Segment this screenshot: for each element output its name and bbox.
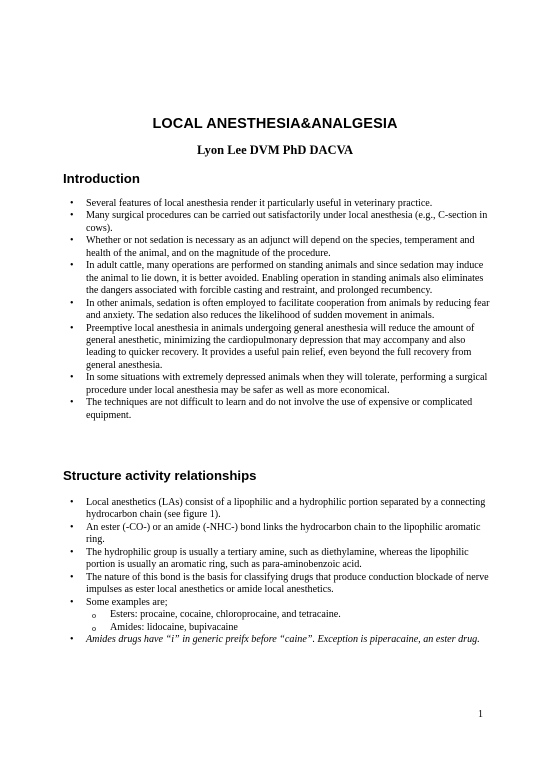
bullet-icon: •	[70, 571, 74, 583]
bullet-icon: •	[70, 260, 74, 272]
circle-bullet-icon: o	[92, 611, 96, 621]
list-item: • Whether or not sedation is necessary as an adjunct will depend on the species, temperament and health of the animal, and on the magnitude of the procedure.	[70, 235, 475, 259]
examples-sublist	[86, 609, 494, 634]
list-item: • Many surgical procedures can be carried out satisfactorily under local anesthesia (e.g., C-section in cows).	[70, 210, 488, 234]
list-item: • In some situations with extremely depressed animals when they will tolerate, performing a surgical procedure under local anesthesia may be safer as well as more economical.	[70, 372, 488, 396]
page-number: 1	[478, 709, 483, 720]
sub-list-item: o Amides: lidocaine, bupivacaine	[86, 622, 494, 634]
list-item: • Amides drugs have “i” in generic preifx before “caine”. Exception is piperacaine, an ester drug.	[70, 633, 480, 645]
list-item: • Several features of local anesthesia render it particularly useful in veterinary practice.	[70, 198, 433, 209]
bullet-icon: •	[70, 497, 74, 508]
bullet-icon: •	[70, 633, 74, 645]
list-item: • Preemptive local anesthesia in animals undergoing general anesthesia will reduce the amount of general anesthetic, minimizing the cardiopulmonary depression that may accompany and also leading to quicker recovery. It provides a useful pain relief, even beyond the full recovery from general anesthesia.	[70, 322, 475, 371]
bullet-icon: •	[70, 235, 74, 247]
list-item: • The techniques are not difficult to learn and do not involve the use of expensive or complicated equipment.	[70, 397, 473, 421]
bullet-icon: •	[70, 322, 74, 334]
bullet-icon: •	[70, 297, 74, 309]
bullet-icon: •	[70, 397, 74, 409]
list-item: • Some examples are; o Esters: procaine, cocaine, chloroprocaine, and tetracaine. o Amides: lidocaine, bupivacaine	[62, 597, 494, 634]
bullet-icon: •	[70, 596, 74, 608]
bullet-icon: •	[70, 210, 74, 222]
bullet-icon: •	[70, 521, 74, 533]
section-heading-introduction: Introduction	[63, 171, 140, 186]
list-item: • The nature of this bond is the basis for classifying drugs that produce conduction blockade of nerve impulses as ester local anesthetics or amide local anesthetics.	[70, 571, 489, 596]
author-line: Lyon Lee DVM PhD DACVA	[196, 143, 354, 157]
bullet-icon: •	[70, 198, 74, 209]
introduction-list	[62, 198, 494, 422]
list-item: • The hydrophilic group is usually a tertiary amine, such as diethylamine, whereas the lipophilic portion is usually an aromatic ring, such as para-aminobenzoic acid.	[70, 546, 469, 571]
list-item: • An ester (-CO-) or an amide (-NHC-) bond links the hydrocarbon chain to the lipophilic aromatic ring.	[70, 521, 481, 546]
bullet-icon: •	[70, 546, 74, 558]
list-item: • Local anesthetics (LAs) consist of a lipophilic and a hydrophilic portion separated by a connecting hydrocarbon chain (see figure 1).	[70, 497, 486, 521]
structure-activity-list	[62, 497, 494, 646]
circle-bullet-icon: o	[92, 623, 96, 633]
sub-list-item: o Esters: procaine, cocaine, chloroprocaine, and tetracaine.	[86, 609, 494, 621]
list-item: • In other animals, sedation is often employed to facilitate cooperation from animals by reducing fear and anxiety. The sedation also reduces the likelihood of sudden movement in animals.	[70, 297, 490, 322]
page-title: LOCAL ANESTHESIA&ANALGESIA	[152, 116, 398, 132]
list-item: • In adult cattle, many operations are performed on standing animals and since sedation may induce the animal to lie down, it is better avoided. Enabling operation in standing animals also eliminates the dangers associated with forcible casting and restraint, and prolonged recumbency.	[70, 260, 484, 297]
bullet-icon: •	[70, 372, 74, 384]
section-heading-structure-activity: Structure activity relationships	[63, 468, 257, 483]
